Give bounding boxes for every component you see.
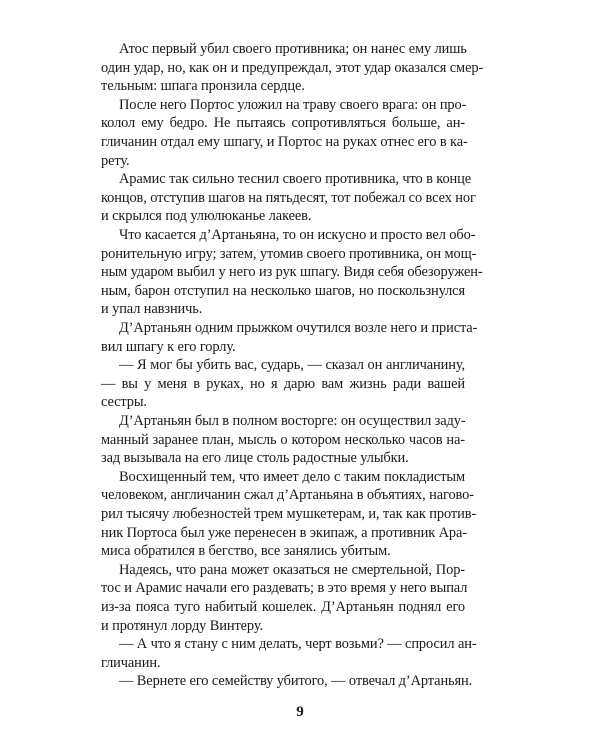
text-line: и протянул лорду Винтеру. [101, 617, 263, 634]
text-line: и упал навзничь. [101, 301, 203, 318]
text-line: ник Портоса был уже перенесен в экипаж, а противник Ара- [101, 524, 467, 541]
text-line: — А что я стану с ним делать, черт возьми? — спросил ан- [119, 636, 477, 653]
text-line: из-за пояса туго набитый кошелек. Д’Артаньян поднял его [101, 599, 465, 615]
text-line: ным ударом выбил у него из рук шпагу. Видя себя обезоружен- [101, 264, 483, 281]
text-line: — вы у меня в руках, но я дарю вам жизнь ради вашей [101, 375, 465, 392]
text-line: — Вернете его семейству убитого, — отвечал д’Артаньян. [119, 673, 473, 690]
text-line: вил шпагу к его горлу. [101, 338, 236, 355]
text-line: тельным: шпага пронзила сердце. [101, 78, 305, 95]
text-line: рету. [101, 152, 130, 169]
text-line: гличанин отдал ему шпагу, и Портос на руках отнес его в ка- [101, 134, 468, 150]
text-line: один удар, но, как он и предупреждал, этот удар оказался смер- [101, 59, 484, 76]
text-line: концов, отступив шагов на пятьдесят, тот побежал со всех ног [101, 189, 476, 206]
text-line: Д’Артаньян был в полном восторге: он осуществил заду- [119, 413, 466, 429]
text-line: — Я мог бы убить вас, сударь, — сказал он англичанину, [119, 357, 465, 374]
text-line: и скрылся под улюлюканье лакеев. [101, 208, 312, 225]
text-line: Атос первый убил своего противника; он нанес ему лишь [119, 41, 467, 57]
text-line: Восхищенный тем, что имеет дело с таким покладистым [119, 468, 465, 485]
text-line: Арамис так сильно теснил своего противника, что в конце [119, 171, 472, 188]
text-line: тос и Арамис начали его раздевать; в это время у него выпал [101, 580, 468, 597]
text-line: После него Портос уложил на траву своего врага: он про- [119, 96, 467, 113]
page-number: 9 [296, 704, 304, 720]
text-line: гличанин. [101, 654, 161, 671]
text-line: Д’Артаньян одним прыжком очутился возле него и пристa- [119, 320, 478, 336]
text-line: сестры. [101, 394, 147, 411]
text-line: колол ему бедро. Не пытаясь сопротивляться больше, ан- [101, 115, 465, 132]
text-line: манный заранее план, мысль о котором несколько часов на- [101, 431, 465, 448]
text-line: Надеясь, что рана может оказаться не смертельной, Пор- [119, 561, 465, 578]
text-line: ным, барон отступил на несколько шагов, но поскользнулся [101, 282, 465, 299]
text-line: Что касается д’Артаньяна, то он искусно и просто вел обо- [119, 227, 476, 243]
text-line: человеком, англичанин сжал д’Артаньяна в объятиях, нагово- [101, 487, 474, 504]
text-line: миса обратился в бегство, все занялись убитым. [101, 543, 391, 560]
text-line: зад вызывала на его лице столь радостные улыбки. [101, 450, 409, 467]
text-line: ронительную игру; затем, утомив своего противника, он мощ- [101, 245, 477, 262]
text-line: рил тысячу любезностей трем мушкетерам, и, так как против- [101, 506, 477, 522]
